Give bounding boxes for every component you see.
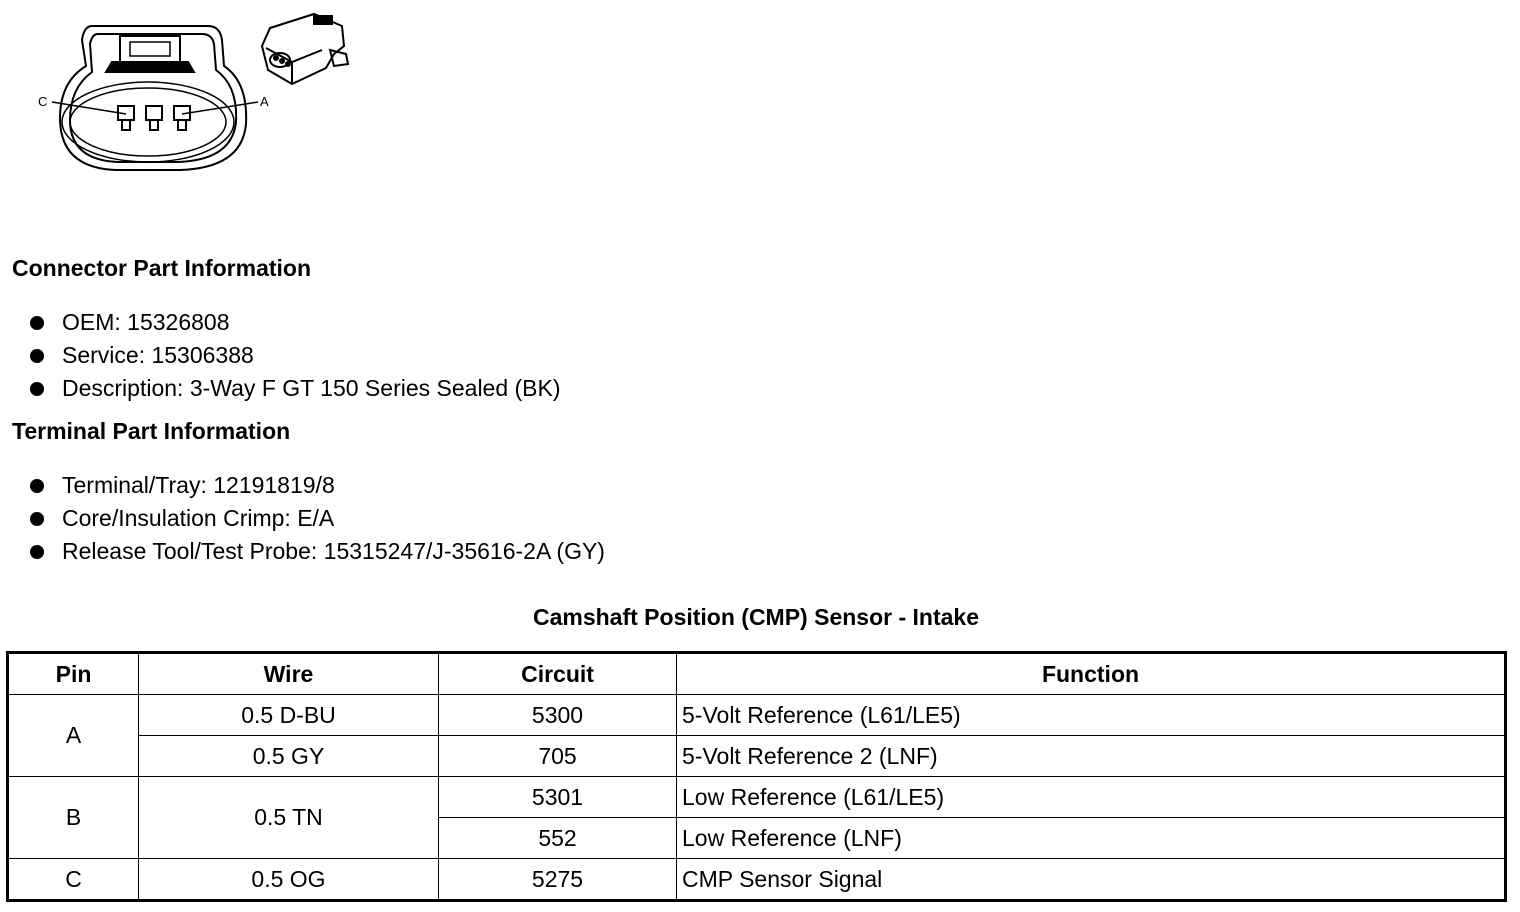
bullet-icon (30, 512, 44, 526)
cell-circuit: 5301 (439, 777, 677, 818)
cell-function: Low Reference (L61/LE5) (677, 777, 1506, 818)
table-row (8, 777, 1506, 818)
pin-label-c: C (38, 94, 48, 109)
cell-function: Low Reference (LNF) (677, 818, 1506, 859)
terminal-info-title: Terminal Part Information (12, 418, 291, 444)
cell-wire: 0.5 GY (139, 736, 439, 777)
cell-function: 5-Volt Reference 2 (LNF) (677, 736, 1506, 777)
connector-description: Description: 3-Way F GT 150 Series Sealed (BK) (62, 375, 561, 401)
list-item (28, 469, 605, 502)
connector-oem: OEM: 15326808 (62, 309, 230, 335)
terminal-crimp: Core/Insulation Crimp: E/A (62, 505, 335, 531)
table-row (8, 859, 1506, 901)
header-wire: Wire (139, 653, 439, 695)
connector-service: Service: 15306388 (62, 342, 254, 368)
list-item (28, 535, 605, 568)
cell-wire: 0.5 OG (139, 859, 439, 901)
list-item (28, 306, 561, 339)
list-item (28, 339, 561, 372)
bullet-icon (30, 545, 44, 559)
terminal-release-tool: Release Tool/Test Probe: 15315247/J-35616-2A (GY) (62, 538, 605, 564)
header-function: Function (677, 653, 1506, 695)
list-item (28, 502, 605, 535)
cell-function: CMP Sensor Signal (677, 859, 1506, 901)
connector-info-title: Connector Part Information (12, 255, 312, 281)
bullet-icon (30, 316, 44, 330)
list-item (28, 372, 561, 405)
cell-function: 5-Volt Reference (L61/LE5) (677, 695, 1506, 736)
connector-info-list (28, 306, 561, 405)
cell-circuit: 5275 (439, 859, 677, 901)
cell-pin: C (8, 859, 139, 901)
header-circuit: Circuit (439, 653, 677, 695)
terminal-tray: Terminal/Tray: 12191819/8 (62, 472, 335, 498)
header-pin: Pin (8, 653, 139, 695)
cell-wire: 0.5 D-BU (139, 695, 439, 736)
bullet-icon (30, 479, 44, 493)
cell-pin: B (8, 777, 139, 859)
terminal-info-list (28, 469, 605, 568)
bullet-icon (30, 382, 44, 396)
table-row (8, 695, 1506, 736)
pin-label-a: A (260, 94, 269, 109)
cell-circuit: 705 (439, 736, 677, 777)
pin-table (6, 651, 1507, 902)
cell-wire: 0.5 TN (139, 777, 439, 859)
connector-3d-view (262, 14, 348, 84)
cell-circuit: 5300 (439, 695, 677, 736)
connector-diagram (30, 6, 370, 186)
cell-pin: A (8, 695, 139, 777)
table-row (8, 736, 1506, 777)
table-title: Camshaft Position (CMP) Sensor - Intake (532, 604, 979, 630)
connector-face-diagram (52, 26, 258, 170)
table-header-row (8, 653, 1506, 695)
bullet-icon (30, 349, 44, 363)
cell-circuit: 552 (439, 818, 677, 859)
